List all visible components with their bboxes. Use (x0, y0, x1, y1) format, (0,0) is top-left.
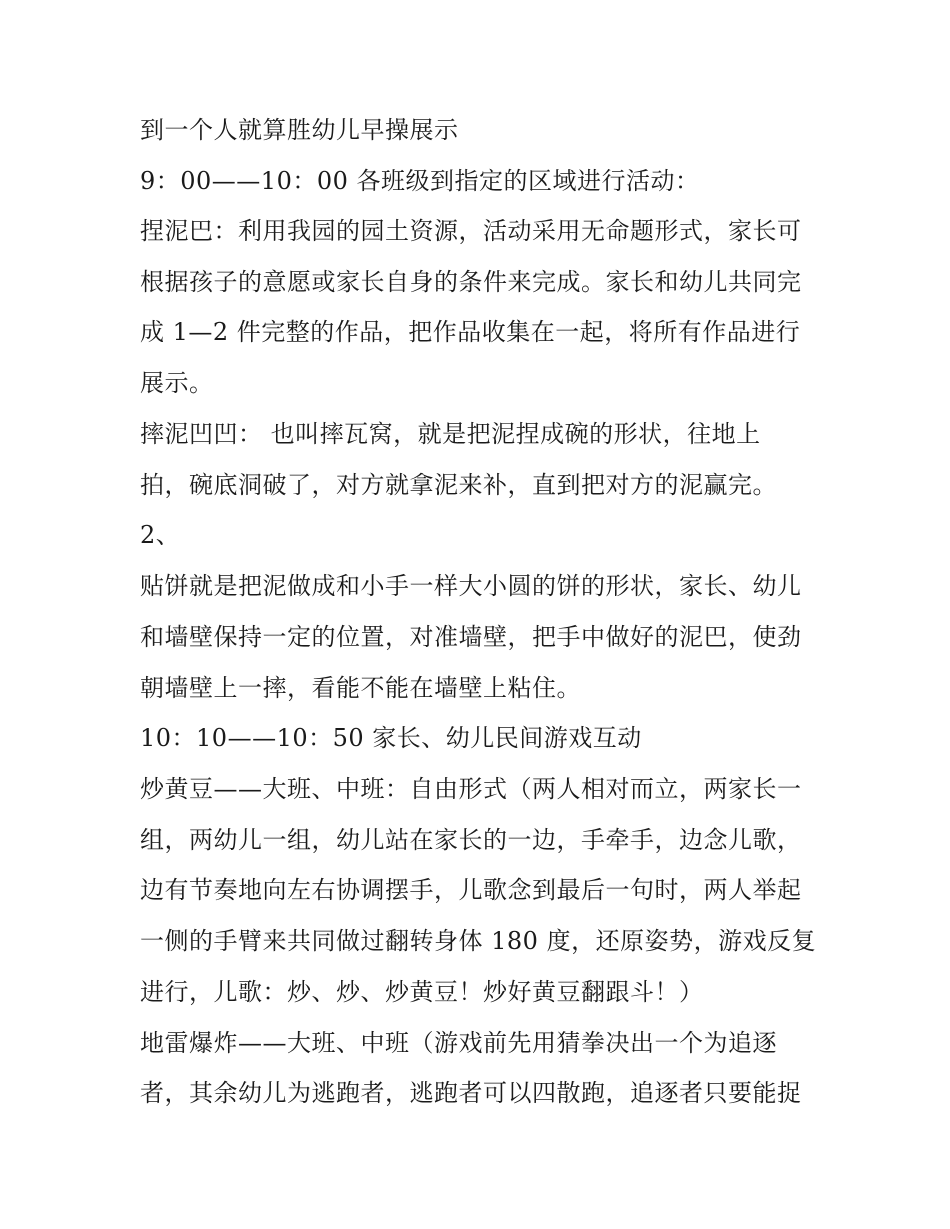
text-line: 炒黄豆——大班、中班：自由形式（两人相对而立，两家长一 (140, 775, 802, 803)
text-line: 进行，儿歌：炒、炒、炒黄豆！炒好黄豆翻跟斗！） (140, 978, 704, 1006)
text-line: 地雷爆炸——大班、中班（游戏前先用猜拳决出一个为追逐 (140, 1029, 777, 1057)
text-line: 捏泥巴：利用我园的园土资源，活动采用无命题形式，家长可 (140, 217, 802, 245)
text-line: 一侧的手臂来共同做过翻转身体 180 度，还原姿势，游戏反复 (140, 927, 817, 955)
text-line: 拍，碗底洞破了，对方就拿泥来补，直到把对方的泥赢完。 (140, 471, 777, 499)
text-line: 成 1—2 件完整的作品，把作品收集在一起，将所有作品进行 (140, 318, 801, 346)
text-line: 和墙壁保持一定的位置，对准墙壁，把手中做好的泥巴，使劲 (140, 623, 802, 651)
text-line: 到一个人就算胜幼儿早操展示 (140, 116, 459, 144)
text-line: 组，两幼儿一组，幼儿站在家长的一边，手牵手，边念儿歌， (140, 826, 802, 854)
text-line: 展示。 (140, 369, 214, 397)
text-line: 2、 (140, 521, 181, 549)
text-line: 边有节奏地向左右协调摆手，儿歌念到最后一句时，两人举起 (140, 876, 802, 904)
text-line: 摔泥凹凹： 也叫摔瓦窝，就是把泥捏成碗的形状，往地上 (140, 420, 761, 448)
text-line: 10：10——10：50 家长、幼儿民间游戏互动 (140, 724, 642, 752)
text-line: 9：00——10：00 各班级到指定的区域进行活动： (140, 167, 700, 195)
text-line: 根据孩子的意愿或家长自身的条件来完成。家长和幼儿共同完 (140, 268, 802, 296)
text-line: 者，其余幼儿为逃跑者，逃跑者可以四散跑，追逐者只要能捉 (140, 1079, 802, 1107)
text-line: 朝墙壁上一摔，看能不能在墙壁上粘住。 (140, 674, 581, 702)
text-line: 贴饼就是把泥做成和小手一样大小圆的饼的形状，家长、幼儿 (140, 572, 802, 600)
